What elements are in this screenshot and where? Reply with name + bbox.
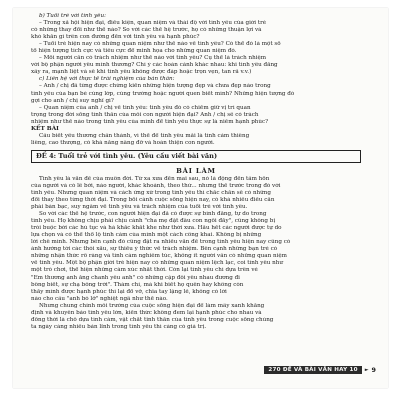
text-line: tình yêu của bạn bè cùng lớp, cùng trường hoặc người quen biết mình? Những hiện tượng đó xyxy=(31,90,295,97)
page-number: 9 xyxy=(371,366,376,374)
essay-body xyxy=(31,176,361,331)
text-line: về tình yêu. Một bộ phận giới trẻ hiện nay có những quan niệm lệch lạc, coi tình yêu như xyxy=(31,260,283,267)
text-line: trọng trong đời sống tình thần của mỗi con người hiện đại? Anh / chị sẽ có trách xyxy=(31,111,259,118)
text-line: xây ra, mạnh liệt và sẽ khi tình yêu không được đáp hoặc trọn vẹn, tan rã v.v.) xyxy=(31,69,252,76)
text-line: với bộ phận người yêu mình thương? Chỉ ý các hoàn cảnh khác nhau: khi tình yêu đằng xyxy=(31,62,278,69)
book-title-label: 270 ĐỀ VÀ BÀI VĂN HAY 10 xyxy=(264,366,361,374)
text-line: tình yêu. Nhưng quan niệm và cách ứng xử trong tình yêu thì chắc chắn sẽ có những xyxy=(31,189,271,196)
text-line: một trò chơi, thể hiện những cảm xúc nhất thời. Còn lại tình yêu chỉ dựa trên vẻ xyxy=(31,267,258,274)
text-line: những nhận thức rõ ràng và tình cảm nghiêm túc, không ít người vẫn có những quan niệm xyxy=(31,253,287,260)
text-line: lựa chọn và có thể thổ lộ tình cảm của mình một cách công khai. Không bị những xyxy=(31,232,262,239)
text-line: – Anh / chị đã từng được chứng kiến những hiện tượng đẹp và chưa đẹp nào trong xyxy=(39,83,271,90)
text-line: nhiệm như thế nào trong tình yêu của mình để tình yêu thực sự là niềm hạnh phúc? xyxy=(31,118,269,125)
text-line: – Quan niệm của anh / chị về tình yêu: tình yêu đó có chiếm giữ vị trí quan xyxy=(39,104,251,111)
bailam-heading: BÀI LÀM xyxy=(176,166,216,175)
text-line: tổ hiện tượng tích cực và tiêu cực để minh họa cho những quan niệm đó. xyxy=(31,48,237,55)
text-line: Câu biết yêu thương chân thành, vì thế để tình yêu mãi là tình cảm thiêng xyxy=(39,132,250,139)
text-line: phải bàn bạc, suy ngẫm về tình yêu và trách nhiệm của tuổi trẻ với tình yêu. xyxy=(31,204,248,211)
text-line: – Mối người cần có trách nhiệm như thế nào với tình yêu? Cụ thể là trách nhiệm xyxy=(39,55,267,62)
text-line: – Trong xã hội hiện đại, điều kiện, quan niệm và thái độ với tình yêu của giới trẻ xyxy=(39,20,267,27)
text-line: nào cho câu "anh bỏ lỡ" nghiệt ngã như thế nào. xyxy=(31,295,168,302)
arrow-icon: ► xyxy=(364,367,369,373)
text-line: ta ngày càng nhiều bản lĩnh trong tình yêu thì càng có giá trị. xyxy=(31,323,207,330)
text-line: ảnh hưởng tới các thói xấu, sự thiếu ý thức về trách nhiệm. Bên cạnh những bạn trẻ có xyxy=(31,246,278,253)
text-line: của người và có lẽ bởi, nào người, khác khoảnh, theo thứ... nhưng thế trước trong đó với xyxy=(31,182,281,189)
text-line: lời chê mình. Nhưng bên cạnh đó cũng đặt ra nhiều vấn đề trong tình yêu hiện nay cũng có xyxy=(31,239,291,246)
text-line: c) Liên hệ với thực tế trải nghiệm của bản thân: xyxy=(39,76,175,83)
text-line: So với các thế hệ trước, con người hiện đại đã có được sự bình đẳng, tự do trong xyxy=(39,211,267,218)
text-line: đổi thay theo từng thời đại. Trong bối cảnh cuộc sống hiện nay, có khá nhiều điều cần xyxy=(31,196,275,203)
text-line: đồng thời là chỗ dựa tình cảm, vật chất tinh thần của tình yêu trong cuộc sống chúng xyxy=(31,316,274,323)
exercise-title-box: ĐỀ 4: Tuổi trẻ với tình yêu. (Yêu cầu viết bài văn) xyxy=(31,150,361,163)
text-line: bông biết, sự chạ bông trời". Thảm chí, mà khi biết họ quên hay không còn xyxy=(31,281,244,288)
text-line: gợi cho anh / chị suy nghĩ gì? xyxy=(31,97,114,104)
page-footer xyxy=(264,366,376,374)
text-line: tình yêu. Họ không chịu phải chịu cảnh "cha mẹ đặt đâu con ngồi đấy", cũng không bị xyxy=(31,218,276,225)
text-line: thấy mình được hạnh phúc thì lại đổ vỡ, chia tay lặng lẽ, không có lời xyxy=(31,288,227,295)
outline-section xyxy=(31,13,361,126)
text-line: trói buộc bởi các hủ tục và hà khắc khắt khe như thời xưa. Hầu hết các người được tự do xyxy=(31,225,282,232)
text-line: định và khuyên bảo tình yêu lớn, kiến thức không đem lại hạnh phúc cho nhau và xyxy=(31,309,262,316)
text-line: khó khăn gì trên con đường đến với tình yêu và hạnh phúc? xyxy=(31,34,200,41)
text-line: b) Tuổi trẻ với tình yêu: xyxy=(39,13,106,19)
text-line: – Tuổi trẻ hiện nay có những quan niệm như thế nào về tình yêu? Có thể đó là một số xyxy=(39,41,281,48)
text-line: "Em thương anh ăng chanh yêu anh" có những cặp đôi yêu nhau đương đi xyxy=(31,274,240,281)
text-line: có những thay đổi như thế nào? So với các thế hệ trước, họ có những thuận lợi và xyxy=(31,27,262,34)
text-line: Nhưng chung chính mỗi trường của cuộc sống hiện đại để làm mây xanh khẳng xyxy=(39,302,265,309)
page-content xyxy=(31,13,361,331)
text-line: Tình yêu là vấn đề của muôn đời. Từ xa xưa đến mai sau, nó là động đến tâm hồn xyxy=(39,175,270,182)
text-line: liêng, cao thượng, có khả năng nâng đỡ và hoàn thiện con người. xyxy=(31,139,215,146)
book-page xyxy=(13,8,388,388)
ketbai-heading: KẾT BÀI xyxy=(31,125,59,132)
ketbai-section xyxy=(31,133,361,147)
